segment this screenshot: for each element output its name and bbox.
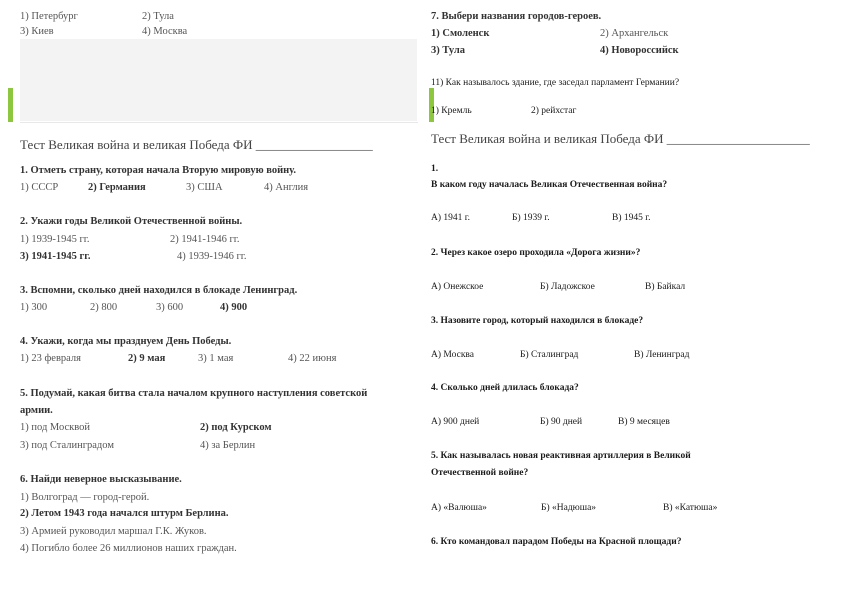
option: 4) Погибло более 26 миллионов наших граждан. [20, 543, 237, 554]
option: 1) 23 февраля [20, 353, 81, 364]
option: 3) под Сталинградом [20, 440, 114, 451]
option: 4) Новороссийск [600, 45, 679, 56]
option: Б) 1939 г. [512, 213, 550, 223]
option-correct: 2) под Курском [200, 422, 272, 433]
option: 3) 1 мая [198, 353, 234, 364]
option: 3) Армией руководил маршал Г.К. Жуков. [20, 526, 207, 537]
option: 1) под Москвой [20, 422, 91, 433]
question-r5: 5. Как называлась новая реактивная артиллерия в Великой [431, 451, 691, 461]
option: 4) Англия [264, 182, 309, 193]
right-accent-bar [429, 88, 434, 122]
question-5: 5. Подумай, какая битва стала началом крупного наступления советской [20, 388, 368, 399]
option: 2) 1941-1946 гг. [170, 234, 240, 245]
question-5-cont: армии. [20, 405, 53, 416]
option: В) Байкал [645, 282, 686, 292]
option: 3) Тула [431, 45, 465, 56]
option-correct: 4) 900 [220, 302, 248, 313]
question-2: 2. Укажи годы Великой Отечественной войны. [20, 216, 243, 227]
option-correct: 2) 9 мая [128, 353, 166, 364]
right-test-title: Тест Великая война и великая Победа ФИ ______________________ [431, 131, 810, 146]
option: 1) СССР [20, 182, 59, 193]
question-r2: 2. Через какое озеро проходила «Дорога жизни»? [431, 248, 641, 258]
option: В) Ленинград [634, 350, 690, 360]
question-7: 7. Выбери названия городов-героев. [431, 11, 602, 22]
question-r4: 4. Сколько дней длилась блокада? [431, 383, 579, 393]
option: Б) Ладожское [540, 282, 595, 292]
divider [20, 122, 418, 123]
option: 1) 1939-1945 гг. [20, 234, 90, 245]
question-3: 3. Вспомни, сколько дней находился в блокаде Ленинград. [20, 285, 298, 296]
option: В) 9 месяцев [618, 417, 670, 427]
option: 2) Архангельск [600, 28, 669, 39]
left-test-title: Тест Великая война и великая Победа ФИ __________________ [20, 137, 373, 152]
top-option: 4) Москва [142, 26, 188, 37]
option: А) Онежское [431, 282, 484, 292]
question-4: 4. Укажи, когда мы празднуем День Победы. [20, 336, 232, 347]
question-6: 6. Найди неверное высказывание. [20, 474, 182, 485]
option: Б) «Надюша» [541, 503, 597, 513]
option: 3) США [186, 182, 223, 193]
option: 4) 1939-1946 гг. [177, 251, 247, 262]
top-option: 1) Петербург [20, 11, 78, 22]
question-number: 1. [431, 164, 439, 174]
option: В) «Катюша» [663, 503, 718, 513]
option-correct: 2) Германия [88, 182, 146, 193]
option: А) Москва [431, 350, 475, 360]
option: А) 900 дней [431, 417, 480, 427]
option: Б) 90 дней [540, 417, 583, 427]
option: 1) Волгоград — город-герой. [20, 492, 150, 503]
question-r3: 3. Назовите город, который находился в блокаде? [431, 316, 644, 326]
option: 2) рейхстаг [531, 106, 577, 116]
option: А) 1941 г. [431, 213, 470, 223]
option: 4) 22 июня [288, 353, 337, 364]
question-r5-cont: Отечественной войне? [431, 468, 529, 478]
option: 3) 600 [156, 302, 184, 313]
question-11: 11) Как называлось здание, где заседал парламент Германии? [431, 78, 680, 88]
question-r6: 6. Кто командовал парадом Победы на Красной площади? [431, 537, 682, 547]
left-accent-bar [8, 88, 13, 122]
option: А) «Валюша» [431, 503, 487, 513]
top-option: 2) Тула [142, 11, 174, 22]
top-option: 3) Киев [20, 26, 54, 37]
option-correct: 2) Летом 1943 года начался штурм Берлина. [20, 508, 229, 519]
option: Б) Сталинград [520, 350, 579, 360]
option: 1) Кремль [431, 106, 472, 116]
option: 2) 800 [90, 302, 118, 313]
question-r1: В каком году началась Великая Отечественная война? [431, 180, 668, 190]
option: 1) 300 [20, 302, 48, 313]
option: 1) Смоленск [431, 28, 490, 39]
option: 4) за Берлин [200, 440, 256, 451]
image-placeholder [20, 39, 417, 121]
option: В) 1945 г. [612, 213, 651, 223]
question-1: 1. Отметь страну, которая начала Вторую мировую войну. [20, 165, 296, 176]
option-correct: 3) 1941-1945 гг. [20, 251, 91, 262]
